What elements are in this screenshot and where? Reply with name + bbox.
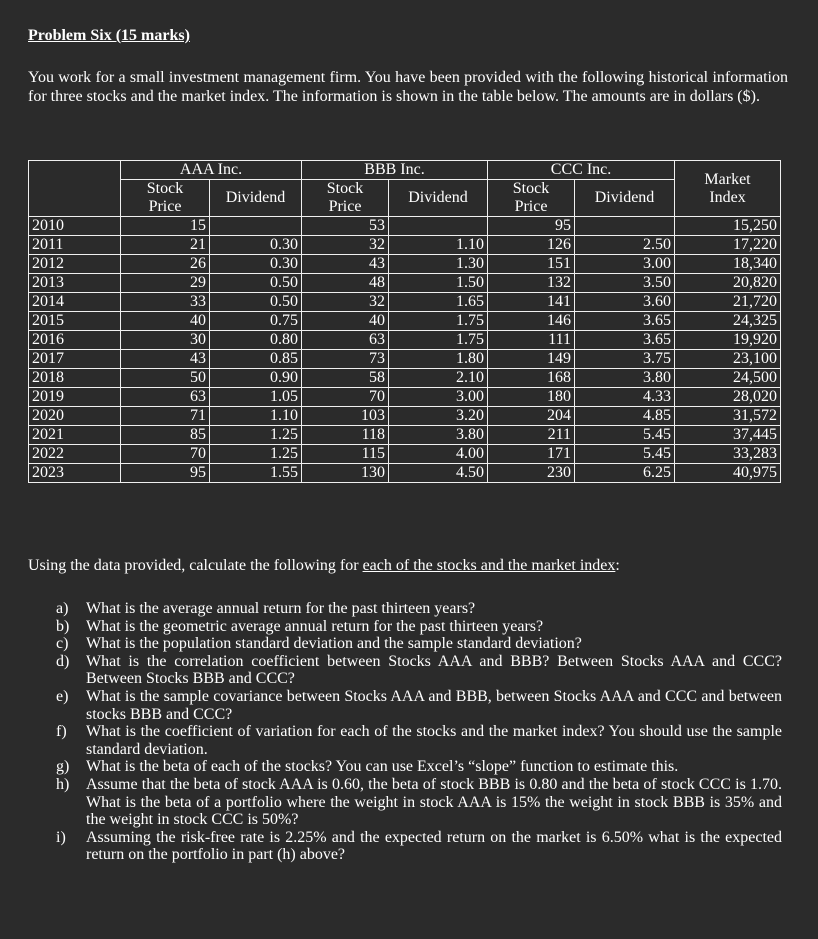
instructions-emphasis: each of the stocks and the market index [362,557,616,574]
table-cell: 3.80 [575,369,675,388]
table-cell: 33,283 [675,445,781,464]
table-cell: 24,500 [675,369,781,388]
table-row [29,274,781,293]
table-cell: 1.30 [389,255,488,274]
question-text: Assuming the risk-free rate is 2.25% and the expected return on the market is 6.50% what is the expected return on the portfolio in part (h) above? [86,828,782,864]
table-cell: 3.60 [575,293,675,312]
question-item [56,653,782,688]
question-text: Assume that the beta of stock AAA is 0.60, the beta of stock BBB is 0.80 and the beta of stock CCC is 1.70. What is the beta of a portfolio where the weight in stock AAA is 15% the weight in stock BBB is 35% and the weight in stock CCC is 50%? [86,775,782,829]
table-cell: 1.65 [389,293,488,312]
table-cell: 85 [121,426,210,445]
question-text: What is the sample covariance between Stocks AAA and BBB, between Stocks AAA and CCC and between stocks BBB and CCC? [86,687,782,723]
table-cell: 3.20 [389,407,488,426]
instructions: Using the data provided, calculate the following for each of the stocks and the market index: [28,557,620,574]
year-cell: 2017 [29,350,121,369]
table-cell: 70 [302,388,389,407]
data-table [28,160,781,483]
table-cell [210,217,302,236]
table-cell: 3.50 [575,274,675,293]
table-row [29,407,781,426]
year-cell: 2016 [29,331,121,350]
question-text: What is the beta of each of the stocks? You can use Excel’s “slope” function to estimate this. [86,758,679,776]
year-header [29,161,121,217]
table-cell: 0.30 [210,236,302,255]
table-cell: 48 [302,274,389,293]
table-cell: 4.00 [389,445,488,464]
group-header-aaa: AAA Inc. [121,161,302,180]
question-list [56,600,782,864]
problem-title: Problem Six (15 marks) [28,27,190,44]
ccc-stock-price-header: Stock Price [488,180,575,217]
question-item [56,776,782,829]
table-cell: 103 [302,407,389,426]
question-label: e) [56,687,69,705]
table-cell: 1.25 [210,426,302,445]
table-row [29,388,781,407]
table-cell: 141 [488,293,575,312]
table-cell: 126 [488,236,575,255]
year-cell: 2021 [29,426,121,445]
table-cell: 146 [488,312,575,331]
table-cell: 3.00 [389,388,488,407]
table-cell: 63 [121,388,210,407]
table-cell: 4.33 [575,388,675,407]
table-row [29,369,781,388]
table-cell: 15,250 [675,217,781,236]
market-index-header: Market Index [675,161,781,217]
bbb-dividend-header: Dividend [389,180,488,217]
table-cell: 211 [488,426,575,445]
year-cell: 2010 [29,217,121,236]
table-cell: 95 [121,464,210,483]
table-cell: 0.80 [210,331,302,350]
table-cell: 1.05 [210,388,302,407]
table-cell: 32 [302,236,389,255]
table-cell: 3.00 [575,255,675,274]
table-cell: 3.75 [575,350,675,369]
table-cell: 1.75 [389,312,488,331]
intro-paragraph: You work for a small investment management firm. You have been provided with the following historical information for three stocks and the market index. The information is shown in the table below. The amounts are in dollars ($). [28,69,788,105]
table-cell [575,217,675,236]
year-cell: 2012 [29,255,121,274]
table-cell: 26 [121,255,210,274]
table-cell: 58 [302,369,389,388]
table-cell: 0.85 [210,350,302,369]
question-label: a) [56,600,69,617]
table-cell: 6.25 [575,464,675,483]
question-item [56,758,782,776]
table-cell: 1.75 [389,331,488,350]
question-item [56,723,782,758]
table-cell: 40,975 [675,464,781,483]
year-cell: 2011 [29,236,121,255]
table-cell: 73 [302,350,389,369]
year-cell: 2022 [29,445,121,464]
question-label: c) [56,635,69,653]
question-item [56,600,782,618]
group-header-bbb: BBB Inc. [302,161,488,180]
question-item [56,829,782,864]
bbb-stock-price-header: Stock Price [302,180,389,217]
table-cell: 3.65 [575,312,675,331]
table-cell: 130 [302,464,389,483]
table-cell: 3.65 [575,331,675,350]
table-cell: 40 [121,312,210,331]
table-cell: 168 [488,369,575,388]
question-text: What is the coefficient of variation for each of the stocks and the market index? You should use the sample standard deviation. [86,723,782,758]
table-row [29,255,781,274]
table-cell: 15 [121,217,210,236]
table-cell: 95 [488,217,575,236]
table-cell: 204 [488,407,575,426]
table-cell: 151 [488,255,575,274]
table-cell: 1.55 [210,464,302,483]
table-cell: 19,920 [675,331,781,350]
table-row [29,331,781,350]
table-cell: 32 [302,293,389,312]
question-text: What is the geometric average annual return for the past thirteen years? [86,617,544,635]
table-cell: 0.30 [210,255,302,274]
table-cell: 63 [302,331,389,350]
table-row [29,464,781,483]
table-cell: 33 [121,293,210,312]
table-cell: 43 [302,255,389,274]
question-text: What is the population standard deviation and the sample standard deviation? [86,635,582,653]
table-row [29,350,781,369]
table-cell: 40 [302,312,389,331]
question-label: d) [56,652,70,670]
table-cell: 21,720 [675,293,781,312]
table-cell: 20,820 [675,274,781,293]
year-cell: 2013 [29,274,121,293]
table-cell [389,217,488,236]
table-cell: 17,220 [675,236,781,255]
table-cell: 111 [488,331,575,350]
question-item [56,688,782,723]
table-cell: 5.45 [575,426,675,445]
year-cell: 2023 [29,464,121,483]
table-cell: 4.50 [389,464,488,483]
table-row [29,236,781,255]
table-cell: 37,445 [675,426,781,445]
question-item [56,635,782,653]
table-cell: 29 [121,274,210,293]
table-cell: 0.90 [210,369,302,388]
question-label: i) [56,828,66,846]
table-cell: 71 [121,407,210,426]
question-item [56,618,782,636]
question-label: b) [56,617,70,635]
year-cell: 2014 [29,293,121,312]
table-cell: 24,325 [675,312,781,331]
table-cell: 18,340 [675,255,781,274]
table-cell: 53 [302,217,389,236]
question-text: What is the average annual return for the past thirteen years? [86,600,476,617]
table-cell: 3.80 [389,426,488,445]
table-cell: 0.75 [210,312,302,331]
aaa-dividend-header: Dividend [210,180,302,217]
question-label: f) [56,723,67,741]
table-row [29,426,781,445]
group-header-ccc: CCC Inc. [488,161,675,180]
ccc-dividend-header: Dividend [575,180,675,217]
year-cell: 2019 [29,388,121,407]
table-cell: 2.10 [389,369,488,388]
table-row [29,217,781,236]
table-cell: 23,100 [675,350,781,369]
question-label: g) [56,758,70,776]
table-cell: 28,020 [675,388,781,407]
table-cell: 4.85 [575,407,675,426]
table-cell: 0.50 [210,293,302,312]
year-cell: 2018 [29,369,121,388]
table-cell: 230 [488,464,575,483]
table-cell: 132 [488,274,575,293]
table-cell: 21 [121,236,210,255]
table-cell: 31,572 [675,407,781,426]
table-cell: 50 [121,369,210,388]
table-cell: 30 [121,331,210,350]
table-cell: 43 [121,350,210,369]
table-cell: 1.80 [389,350,488,369]
year-cell: 2020 [29,407,121,426]
table-cell: 1.25 [210,445,302,464]
table-cell: 171 [488,445,575,464]
table-cell: 118 [302,426,389,445]
table-cell: 1.10 [389,236,488,255]
table-row [29,312,781,331]
question-text: What is the correlation coefficient between Stocks AAA and BBB? Between Stocks AAA and CCC? Between Stocks BBB and CCC? [86,652,782,688]
table-cell: 70 [121,445,210,464]
table-cell: 149 [488,350,575,369]
year-cell: 2015 [29,312,121,331]
table-cell: 1.10 [210,407,302,426]
table-cell: 2.50 [575,236,675,255]
table-cell: 1.50 [389,274,488,293]
table-cell: 0.50 [210,274,302,293]
table-cell: 115 [302,445,389,464]
question-label: h) [56,775,70,793]
aaa-stock-price-header: Stock Price [121,180,210,217]
table-cell: 180 [488,388,575,407]
table-row [29,293,781,312]
table-row [29,445,781,464]
table-cell: 5.45 [575,445,675,464]
